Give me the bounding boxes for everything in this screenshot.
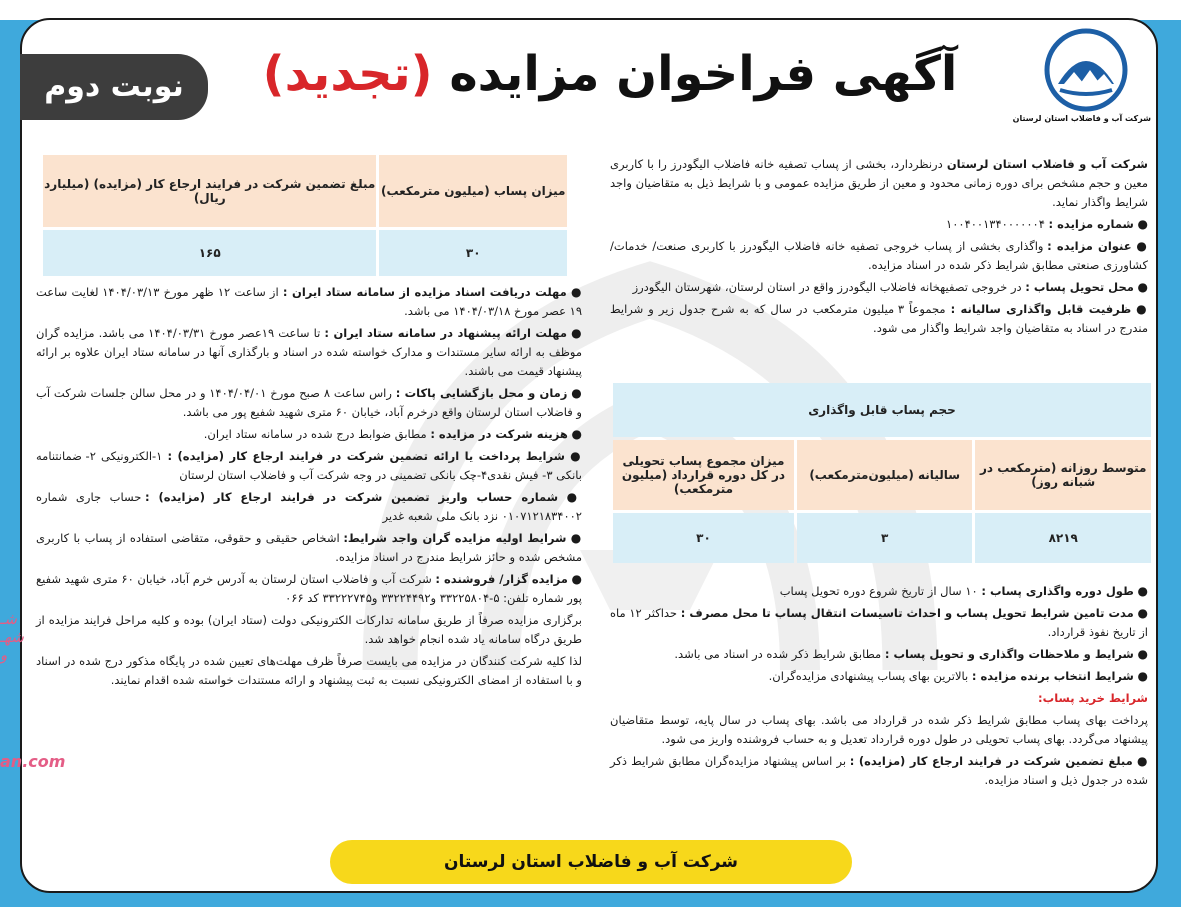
supply-duration: ● مدت تامین شرایط تحویل پساب و احداث تاسیسات انتقال پساب تا محل مصرف : حداکثر ۱۲ ماه از تاریخ نفوذ قرارداد. — [610, 606, 1148, 639]
guarantee-table — [40, 152, 570, 279]
delivery-place-value: در خروجی تصفیهخانه فاضلاب الیگودرز واقع در استان لرستان، شهرستان الیگودرز — [632, 280, 1026, 294]
wastewater-volume-table — [610, 380, 1154, 566]
winner-criteria-label: شرایط انتخاب برنده مزایده : — [971, 669, 1134, 683]
logo-caption: شرکت آب و فاضلاب استان لرستان — [1012, 114, 1151, 123]
transfer-period: ● طول دوره واگذاری پساب : ۱۰ سال از تاریخ شروع دوره تحویل پساب — [779, 584, 1148, 598]
offer-deadline-label: مهلت ارائه پیشنهاد در سامانه ستاد ایران : — [324, 326, 567, 340]
volume-value-annual: ۳ — [797, 513, 973, 563]
delivery-place-label: محل تحویل پساب : — [1025, 280, 1134, 294]
opening-time: ● زمان و محل بازگشایی پاکات : راس ساعت ۸ صبح مورخ ۱۴۰۴/۰۴/۰۱ و در محل سالن جلسات شرکت آب و فاضلاب استان لرستان واقع درخرم آباد، خیابان ۶۰ متری شهید شفیع پور می باشد. — [36, 386, 583, 419]
auction-number: ● شماره مزایده : ۱۰۰۴۰۰۱۳۴۰۰۰۰۰۰۴ — [946, 217, 1148, 231]
note-participants: لذا کلیه شرکت کنندگان در مزایده می بایست صرفاً ظرف مهلت‌های تعیین شده در پایگاه مذکور درج شده در اسناد و با استفاده از امضای الکترونیکی نسبت به ثبت پیشنهاد و ارائه مستندات خواسته شده اقدام نمایند. — [36, 654, 582, 687]
purchase-text: پرداخت بهای پساب مطابق شرایط ذکر شده در قرارداد می باشد. بهای پساب در سال پایه، توسط متقاضیان پیشنهاد می‌گردد. بهای پساب تحویلی در طول دوره قرارداد تعدیل و به حساب فروشنده واریز می شود. — [610, 713, 1148, 746]
supply-duration-label: مدت تامین شرایط تحویل پساب و احداث تاسیسات انتقال پساب تا محل مصرف : — [680, 606, 1134, 620]
annual-capacity-label: ظرفیت قابل واگذاری سالیانه : — [950, 302, 1132, 316]
supply-duration-value: حداکثر ۱۲ ماه از تاریخ نفوذ قرارداد. — [610, 606, 1148, 639]
transfer-period-label: طول دوره واگذاری پساب : — [981, 584, 1134, 598]
opening-time-value: راس ساعت ۸ صبح مورخ ۱۴۰۴/۰۴/۰۱ و در محل سالن جلسات شرکت آب و فاضلاب استان لرستان واقع درخرم آباد، خیابان ۶۰ متری شهید شفیع پور می باشد. — [36, 386, 582, 419]
transfer-terms: ● شرایط و ملاحظات واگذاری و تحویل پساب : مطابق شرایط ذکر شده در اسناد می باشد. — [674, 647, 1148, 661]
purchase-heading: شرایط خرید پساب: — [1038, 691, 1148, 705]
docs-deadline-value: از ساعت ۱۲ ظهر مورخ ۱۴۰۴/۰۳/۱۳ لغایت ساعت ۱۹ عصر مورخ ۱۴۰۴/۰۳/۱۸ می باشد. — [36, 285, 582, 318]
eligibility-label: شرایط اولیه مزایده گران واجد شرایط: — [343, 531, 567, 545]
guarantee-header-volume: میزان پساب (میلیون مترمکعب) — [379, 155, 567, 227]
second-round-badge: نوبت دوم — [20, 54, 208, 120]
auction-number-value: ۱۰۰۴۰۰۱۳۴۰۰۰۰۰۰۴ — [946, 217, 1049, 231]
organizer-label: مزایده گزار/ فروشنده : — [435, 572, 568, 586]
participation-fee-value: مطابق ضوابط درج شده در سامانه ستاد ایران. — [203, 427, 431, 441]
organizer: ● مزایده گزار/ فروشنده : شرکت آب و فاضلاب استان لرستان به آدرس خرم آباد، خیابان ۶۰ متری شهید شفیع پور شماره تلفن: ۵-۳۳۲۲۵۸۰۴ و۳۳۲۲۴۴۹۲ و۳۳۲۲۲۷۴۵ کد ۰۶۶ — [35, 572, 582, 605]
account-number-value: حساب جاری شماره ۰۱۰۷۱۲۱۸۳۴۰۰۲ نزد بانک ملی شعبه غدیر — [36, 490, 582, 523]
title-renew-part — [263, 46, 433, 102]
offer-deadline: ● مهلت ارائه پیشنهاد در سامانه ستاد ایران : تا ساعت ۱۹عصر مورخ ۱۴۰۴/۰۳/۳۱ می باشد. مزایده گران موظف به ارائه سایر مستندات و مدارک خواسته شده در اسناد و بارگذاری آنها در سامانه ستاد ایران علاوه بر ارائه پیشنهاد قیمت می باشند. — [36, 326, 583, 378]
guarantee-value-amount: ۱۶۵ — [43, 230, 376, 276]
volume-header-daily: متوسط روزانه (مترمکعب در شبانه روز) — [975, 440, 1151, 510]
participation-fee-label: هزینه شرکت در مزایده : — [430, 427, 568, 441]
volume-table-caption: حجم پساب قابل واگذاری — [613, 383, 1151, 437]
note-system: برگزاری مزایده صرفاً از طریق سامانه تدارکات الکترونیکی دولت (ستاد ایران) بوده و کلیه مراحل فرایند مزایده از طریق درگاه سامانه یاد شده انجام خواهد شد. — [36, 613, 582, 646]
guarantee-header-amount: مبلغ تضمین شرکت در فرایند ارجاع کار (مزایده) (میلیارد ریال) — [43, 155, 376, 227]
offer-deadline-value: تا ساعت ۱۹عصر مورخ ۱۴۰۴/۰۳/۳۱ می باشد. مزایده گران موظف به ارائه سایر مستندات و مدارک خواسته شده در اسناد و بارگذاری آنها در سامانه ستاد ایران علاوه بر ارائه پیشنهاد قیمت می باشند. — [36, 326, 582, 378]
opening-time-label: زمان و محل بازگشایی پاکات : — [395, 386, 568, 400]
payment-terms-label: شرایط پرداخت یا ارائه تضمین شرکت در فرایند ارجاع کار (مزایده) : — [167, 449, 565, 463]
auction-subject-value: واگذاری بخشی از پساب خروجی تصفیه خانه فاضلاب الیگودرز با کاربری صنعت/ خدمات/ کشاورزی صنعتی مطابق شرایط ذکر شده در اسناد مزایده. — [610, 239, 1148, 272]
auction-subject: ● عنوان مزایده : واگذاری بخشی از پساب خروجی تصفیه خانه فاضلاب الیگودرز با کاربری صنعت/ خدمات/ کشاورزی صنعتی مطابق شرایط ذکر شده در اسناد مزایده. — [610, 239, 1149, 272]
delivery-place: ● محل تحویل پساب : در خروجی تصفیهخانه فاضلاب الیگودرز واقع در استان لرستان، شهرستان الیگودرز — [632, 280, 1148, 294]
top-white-strip — [0, 0, 1181, 20]
guarantee-value-volume: ۳۰ — [379, 230, 567, 276]
title-open-paren: ( — [410, 46, 433, 102]
account-number: ● شماره حساب واریز تضمین شرکت در فرایند ارجاع کار (مزایده) : حساب جاری شماره ۰۱۰۷۱۲۱۸۳۴۰۰۲ نزد بانک ملی شعبه غدیر — [36, 490, 582, 523]
edge-watermark-text: شـ شهـ و — [0, 610, 24, 664]
organizer-value: شرکت آب و فاضلاب استان لرستان به آدرس خرم آباد، خیابان ۶۰ متری شهید شفیع پور شماره تلفن: ۵-۳۳۲۲۵۸۰۴ و۳۳۲۲۴۴۹۲ و۳۳۲۲۲۷۴۵ کد ۰۶۶ — [35, 572, 582, 605]
intro-text: درنظردارد، بخشی از پساب تصفیه خانه فاضلاب الیگودرز را با کاربری معین و حجم مشخص برای دوره زمانی محدود و معین از طریق مزایده عمومی و با شرایط ذیل به متقاضیان واجد شرایط واگذار نماید. — [610, 157, 1148, 209]
transfer-terms-value: مطابق شرایط ذکر شده در اسناد می باشد. — [674, 647, 885, 661]
footer-company-banner: شرکت آب و فاضلاب استان لرستان — [330, 840, 852, 884]
volume-value-daily: ۸۲۱۹ — [975, 513, 1151, 563]
guarantee-amount: ● مبلغ تضمین شرکت در فرایند ارجاع کار (مزایده) : بر اساس پیشنهاد مزایده‌گران مطابق شرایط ذکر شده در جدول ذیل و اسناد مزایده. — [610, 754, 1148, 787]
title-close-paren: ) — [262, 46, 285, 102]
transfer-period-value: ۱۰ سال از تاریخ شروع دوره تحویل پساب — [779, 584, 982, 598]
docs-deadline-label: مهلت دریافت اسناد مزایده از سامانه ستاد ایران : — [282, 285, 567, 299]
left-column — [36, 283, 582, 693]
auction-subject-label: عنوان مزایده : — [1047, 239, 1132, 253]
payment-terms: ● شرایط پرداخت یا ارائه تضمین شرکت در فرایند ارجاع کار (مزایده) : ۱-الکترونیکی ۲- ضمانتنامه بانکی ۳- فیش نقدی۴-چک بانکی تضمینی در وجه شرکت آب و فاضلاب استان لرستان — [36, 449, 582, 482]
water-drop-logo-icon — [1044, 28, 1128, 112]
volume-header-total: میزان مجموع پساب تحویلی در کل دوره قرارداد (میلیون مترمکعب) — [613, 440, 794, 510]
intro-paragraph — [610, 155, 1148, 212]
eligibility-value: اشخاص حقیقی و حقوقی، متقاضی استفاده از پساب با کاربری مشخص شده و حائز شرایط مندرج در اسناد مزایده. — [36, 531, 582, 564]
title-renew: تجدید — [284, 46, 411, 102]
winner-criteria: ● شرایط انتخاب برنده مزایده : بالاترین بهای پساب پیشنهادی مزایده‌گران. — [768, 669, 1148, 683]
title-main: آگهی فراخوان مزایده — [449, 46, 958, 102]
participation-fee: ● هزینه شرکت در مزایده : مطابق ضوابط درج شده در سامانه ستاد ایران. — [203, 427, 582, 441]
guarantee-amount-value: بر اساس پیشنهاد مزایده‌گران مطابق شرایط ذکر شده در جدول ذیل و اسناد مزایده. — [610, 754, 1148, 787]
payment-terms-value: ۱-الکترونیکی ۲- ضمانتنامه بانکی ۳- فیش نقدی۴-چک بانکی تضمینی در وجه شرکت آب و فاضلاب استان لرستان — [36, 449, 582, 482]
edge-watermark-url: an.com — [0, 752, 66, 771]
right-column-lower — [610, 582, 1148, 793]
auction-number-label: شماره مزایده : — [1048, 217, 1134, 231]
right-column — [610, 155, 1148, 341]
company-logo — [1012, 28, 1151, 123]
account-number-label: شماره حساب واریز تضمین شرکت در فرایند ارجاع کار (مزایده) : — [145, 490, 559, 504]
volume-value-total: ۳۰ — [613, 513, 794, 563]
page-title — [250, 44, 970, 104]
guarantee-amount-label: مبلغ تضمین شرکت در فرایند ارجاع کار (مزایده) : — [849, 754, 1133, 768]
annual-capacity-value: مجموعاً ۳ میلیون مترمکعب در سال که به شرح جدول زیر و شرایط مندرج در اسناد به متقاضیان واجد شرایط واگذار می شود. — [610, 302, 1148, 335]
annual-capacity: ● ظرفیت قابل واگذاری سالیانه : مجموعاً ۳ میلیون مترمکعب در سال که به شرح جدول زیر و شرایط مندرج در اسناد به متقاضیان واجد شرایط واگذار می شود. — [610, 302, 1148, 335]
transfer-terms-label: شرایط و ملاحظات واگذاری و تحویل پساب : — [884, 647, 1134, 661]
eligibility: ● شرایط اولیه مزایده گران واجد شرایط: اشخاص حقیقی و حقوقی، متقاضی استفاده از پساب با کاربری مشخص شده و حائز شرایط مندرج در اسناد مزایده. — [36, 531, 583, 564]
volume-header-annual: سالیانه (میلیون‌مترمکعب) — [797, 440, 973, 510]
winner-criteria-value: بالاترین بهای پساب پیشنهادی مزایده‌گران. — [768, 669, 972, 683]
docs-deadline: ● مهلت دریافت اسناد مزایده از سامانه ستاد ایران : از ساعت ۱۲ ظهر مورخ ۱۴۰۴/۰۳/۱۳ لغایت ساعت ۱۹ عصر مورخ ۱۴۰۴/۰۳/۱۸ می باشد. — [36, 285, 582, 318]
intro-company: شرکت آب و فاضلاب استان لرستان — [946, 157, 1148, 171]
